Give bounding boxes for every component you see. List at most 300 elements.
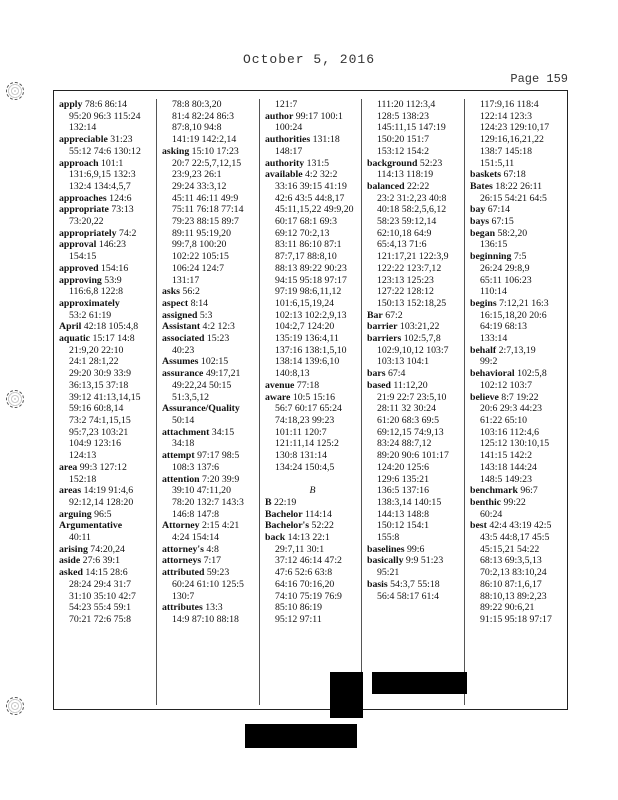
index-entry (157, 602, 260, 625)
index-continuation-line: 54:23 55:4 59:1 (69, 602, 132, 614)
index-continuation-line: 116:6,8 122:8 (69, 286, 124, 298)
index-entry (260, 380, 362, 392)
index-entry (260, 497, 362, 509)
index-entry (362, 310, 465, 322)
index-continuation-line: 40:11 (69, 532, 91, 544)
index-page-refs: 97:17 98:5 (194, 450, 240, 462)
index-page-refs: 9:9 51:23 (403, 555, 444, 567)
index-continuation-line: 61:20 68:3 69:5 (377, 414, 440, 426)
index-continuation-line: 148:5 149:23 (480, 473, 532, 485)
index-term: bay (470, 204, 486, 216)
index-continuation-line: 50:14 (172, 414, 195, 426)
index-entry (362, 579, 465, 602)
index-page-refs: 7:12,21 16:3 (496, 297, 549, 309)
index-page-refs: 52:22 (309, 520, 334, 532)
index-page-refs: 59:23 (204, 567, 230, 579)
index-continuation-line: 49:22,24 50:15 (172, 379, 232, 391)
index-term: bars (367, 368, 386, 380)
index-entry (157, 356, 260, 368)
index-page-refs: 14:13 22:1 (285, 532, 330, 544)
index-entry (54, 509, 156, 521)
index-continuation-line: 95:20 96:3 115:24 (69, 110, 141, 122)
index-page-refs: 15:10 17:23 (189, 145, 239, 157)
index-page-refs: 99:22 (501, 496, 526, 508)
index-continuation-line: 65:4,13 71:6 (377, 239, 427, 251)
index-continuation-line: 101:11 120:7 (275, 426, 327, 438)
index-entry (54, 520, 156, 543)
index-page-refs: 4:8 (203, 543, 219, 555)
index-page-refs: 7:5 (511, 251, 527, 263)
index-page-refs: 67:15 (489, 216, 514, 228)
index-term: author (265, 110, 294, 122)
index-entry (362, 380, 465, 544)
index-entry (465, 520, 568, 625)
index-term: approach (59, 157, 99, 169)
index-continuation-line: 145:11,15 147:19 (377, 122, 446, 134)
index-continuation-line: 140:8,13 (275, 368, 310, 380)
index-continuation-line: 122:14 123:3 (480, 110, 532, 122)
index-page-refs: 74:20,24 (87, 543, 125, 555)
index-continuation-line: 99:2 (480, 356, 498, 368)
index-term: appropriately (59, 227, 117, 239)
index-continuation-line: 73:20,22 (69, 216, 104, 228)
index-entry (54, 263, 156, 275)
index-entry (362, 181, 465, 310)
index-continuation-line: 135:19 136:4,11 (275, 333, 339, 345)
index-term: Attorney (162, 520, 200, 532)
index-entry (465, 298, 568, 345)
index-continuation-line: 21:9,20 22:10 (69, 344, 124, 356)
index-continuation-line: 53:2 61:19 (69, 309, 112, 321)
index-continuation-line: 129:16,16,21,22 (480, 134, 544, 146)
index-entry (465, 181, 568, 204)
index-continuation-line: 125:12 130:10,15 (480, 438, 550, 450)
index-continuation-line: 144:13 148:8 (377, 508, 429, 520)
index-continuation-line: 70:21 72:6 75:8 (69, 613, 132, 625)
index-continuation-line: 103:16 112:4,6 (480, 426, 539, 438)
index-column-4 (361, 99, 465, 705)
index-page-refs: 27:6 39:1 (80, 555, 120, 567)
index-term: April (59, 321, 82, 333)
index-entry (362, 158, 465, 181)
index-entry (157, 555, 260, 567)
index-continuation-line: 111:20 112:3,4 (377, 99, 436, 110)
index-term: attachment (162, 426, 210, 438)
index-term: bays (470, 216, 490, 228)
index-page-refs: 154:16 (98, 262, 129, 274)
index-continuation-line: 92:12,14 128:20 (69, 496, 134, 508)
index-continuation-line: 87:7,17 88:8,10 (275, 251, 337, 263)
index-page-refs: 4:2 32:2 (302, 169, 338, 181)
index-term: baselines (367, 543, 405, 555)
index-entry (260, 392, 362, 474)
index-entry (260, 111, 362, 134)
index-term: balanced (367, 180, 405, 192)
index-continuation-line: 104:2,7 124:20 (275, 321, 335, 333)
punch-hole-bottom (6, 697, 24, 715)
index-entry (260, 509, 362, 521)
index-continuation-line: 130:8 131:14 (275, 450, 327, 462)
index-continuation-line: 106:24 124:7 (172, 262, 224, 274)
index-continuation-line: 23:2 31:2,23 40:8 (377, 192, 447, 204)
index-continuation-line: 131:6,9,15 132:3 (69, 169, 136, 181)
index-continuation-line: 20:6 29:3 44:23 (480, 403, 543, 415)
index-continuation-line: 154:15 (69, 251, 97, 263)
index-page-refs: 11:12,20 (390, 379, 428, 391)
index-continuation-line: 70:2,13 83:10,24 (480, 567, 547, 579)
index-page-refs: 67:18 (501, 169, 526, 181)
index-continuation-line: 4:24 154:14 (172, 532, 220, 544)
index-term: approving (59, 274, 102, 286)
index-page-refs: 18:22 26:11 (492, 180, 543, 192)
index-continuation-line: 108:3 137:6 (172, 461, 220, 473)
index-page-refs: 67:4 (385, 368, 406, 380)
index-page-refs: 14:15 28:6 (82, 567, 128, 579)
index-term: apply (59, 99, 83, 110)
index-entry (54, 158, 156, 193)
index-continuation-line: 68:13 69:3,5,13 (480, 555, 542, 567)
index-continuation-line: 114:13 118:19 (377, 169, 434, 181)
index-entry (465, 497, 568, 520)
index-continuation-line: 101:6,15,19,24 (275, 297, 335, 309)
index-continuation-line: 83:24 88:7,12 (377, 438, 432, 450)
index-continuation-line: 34:18 (172, 438, 195, 450)
index-page-refs: 99:6 (404, 543, 425, 555)
index-continuation-line: 26:24 29:8,9 (480, 262, 530, 274)
index-entry (260, 158, 362, 170)
index-term: attorney's (162, 543, 204, 555)
index-term: aquatic (59, 333, 91, 345)
index-continuation-line: 88:10,13 89:2,23 (480, 590, 547, 602)
index-page-refs: 67:2 (382, 309, 403, 321)
index-continuation-line: 129:6 135:21 (377, 473, 429, 485)
index-entry (465, 169, 568, 181)
index-page-refs: 49:17,21 (203, 368, 241, 380)
index-continuation-line: 138:3,14 140:15 (377, 496, 442, 508)
index-entry (157, 298, 260, 310)
index-term: available (265, 169, 303, 181)
index-term: Bachelor's (265, 520, 310, 532)
index-continuation-line: 141:19 142:2,14 (172, 134, 237, 146)
index-continuation-line: 124:20 125:6 (377, 461, 429, 473)
index-continuation-line: 122:22 123:7,12 (377, 262, 442, 274)
index-page-refs: 146:23 (96, 239, 127, 251)
index-page-refs: 114:14 (302, 508, 332, 520)
punch-hole-middle (6, 390, 24, 408)
index-term: Bachelor (265, 508, 303, 520)
index-entry (465, 345, 568, 368)
index-continuation-line: 124:23 129:10,17 (480, 122, 550, 134)
index-continuation-line: 64:19 68:13 (480, 321, 528, 333)
index-term: approval (59, 239, 97, 251)
index-continuation-line: 121:7 (275, 99, 298, 110)
index-entry (157, 310, 260, 322)
index-entry (157, 403, 260, 426)
index-term: attempt (162, 450, 195, 462)
page-label: Page 159 (510, 72, 568, 86)
index-continuation-line: 137:16 138:1,5,10 (275, 344, 347, 356)
index-page-refs: 102:15 (198, 356, 229, 368)
index-continuation-line: 78:8 80:3,20 (172, 99, 222, 110)
index-continuation-line: 60:24 61:10 125:5 (172, 578, 244, 590)
index-continuation-line: 104:9 123:16 (69, 438, 121, 450)
index-term: areas (59, 485, 82, 497)
index-entry (465, 251, 568, 298)
index-continuation-line: 69:12,15 74:9,13 (377, 426, 444, 438)
index-entry (362, 544, 465, 556)
index-term: authorities (265, 134, 311, 146)
index-page-refs: 7:20 39:9 (199, 473, 240, 485)
index-column-5 (464, 99, 568, 705)
index-continuation-line: 47:6 52:6 63:8 (275, 567, 333, 579)
index-continuation-line: 94:15 95:18 97:17 (275, 274, 347, 286)
index-continuation-line: 132:14 (69, 122, 97, 134)
index-continuation-line: 136:15 (480, 239, 508, 251)
index-page-refs: 124:6 (106, 192, 132, 204)
punch-hole-top (6, 82, 24, 100)
index-term: appreciable (59, 134, 108, 146)
index-page-refs: 99:3 127:12 (77, 461, 127, 473)
index-entry (157, 450, 260, 473)
index-page-refs: 58:2,20 (495, 227, 528, 239)
index-page-refs: 52:23 (417, 157, 443, 169)
footer-redaction-block (245, 724, 357, 748)
index-term: assigned (162, 309, 198, 321)
index-continuation-line: 102:13 102:2,9,13 (275, 309, 347, 321)
index-continuation-line: 31:10 35:10 42:7 (69, 590, 136, 602)
index-continuation-line: 89:11 95:19,20 (172, 227, 231, 239)
index-entry (465, 99, 568, 169)
index-page-refs: 131:18 (310, 134, 340, 146)
index-continuation-line: 56:4 58:17 61:4 (377, 590, 440, 602)
index-term: basis (367, 578, 388, 590)
index-term: benchmark (470, 485, 518, 497)
index-page-refs: 34:15 (209, 426, 235, 438)
index-continuation-line: 138:14 139:6,10 (275, 356, 340, 368)
index-term: barriers (367, 333, 402, 345)
index-entry (157, 544, 260, 556)
index-term: behalf (470, 344, 497, 356)
index-continuation-line: 74:10 75:19 76:9 (275, 590, 342, 602)
index-page-refs: 14:19 91:4,6 (81, 485, 134, 497)
index-continuation-line: 102:22 105:15 (172, 251, 229, 263)
index-continuation-line: 127:22 128:12 (377, 286, 434, 298)
index-entry (465, 204, 568, 216)
index-continuation-line: 75:11 76:18 77:14 (172, 204, 244, 216)
index-page-refs: 56:2 (179, 286, 200, 298)
index-continuation-line: 45:11 46:11 49:9 (172, 192, 239, 204)
index-term: begins (470, 297, 497, 309)
index-entry (465, 392, 568, 486)
index-continuation-line: 37:12 46:14 47:2 (275, 555, 342, 567)
index-continuation-line: 155:8 (377, 532, 400, 544)
index-term: Assumes (162, 356, 199, 368)
index-term: Bates (470, 180, 493, 192)
index-continuation-line: 150:20 151:7 (377, 134, 429, 146)
index-page-refs: 101:1 (98, 157, 124, 169)
index-entry (54, 298, 156, 321)
word-index-table (53, 90, 568, 710)
index-continuation-line: 23:9,23 26:1 (172, 169, 222, 181)
index-continuation-line: 95:21 (377, 567, 400, 579)
index-continuation-line: 45:15,21 54:22 (480, 543, 540, 555)
index-continuation-line: 117:9,16 118:4 (480, 99, 539, 110)
index-page-refs: 103:21,22 (397, 321, 440, 333)
index-page-refs: 78:6 86:14 (82, 99, 128, 110)
index-page-refs: 13:3 (202, 602, 223, 614)
index-term: back (265, 532, 286, 544)
index-continuation-line: 60:24 (480, 508, 503, 520)
index-term: aspect (162, 297, 189, 309)
index-term: avenue (265, 379, 295, 391)
index-term: began (470, 227, 496, 239)
redaction-block (372, 672, 467, 694)
index-continuation-line: 20:7 22:5,7,12,15 (172, 157, 242, 169)
index-term: attention (162, 473, 200, 485)
index-term: attributes (162, 602, 203, 614)
index-entry (465, 485, 568, 497)
index-entry (157, 567, 260, 602)
index-term: Assurance/Quality (162, 403, 240, 415)
index-term: aside (59, 555, 81, 567)
index-continuation-line: 60:17 68:1 69:3 (275, 216, 338, 228)
index-continuation-line: 88:13 89:22 90:23 (275, 262, 347, 274)
index-continuation-line: 39:10 47:11,20 (172, 485, 231, 497)
index-continuation-line: 131:17 (172, 274, 200, 286)
index-entry (54, 99, 156, 134)
index-entry (54, 321, 156, 333)
index-continuation-line: 123:13 125:23 (377, 274, 434, 286)
index-column-1 (54, 99, 156, 705)
index-continuation-line: 133:14 (480, 333, 508, 345)
index-page-refs: 7:17 (201, 555, 222, 567)
index-entry (157, 427, 260, 450)
index-continuation-line: 89:22 90:6,21 (480, 602, 535, 614)
index-continuation-line: 124:13 (69, 450, 97, 462)
index-continuation-line: 148:17 (275, 145, 303, 157)
index-continuation-line: 58:23 59:12,14 (377, 216, 437, 228)
index-page-refs: 42:18 105:4,8 (81, 321, 139, 333)
index-entry (260, 134, 362, 157)
index-continuation-line: 28:24 29:4 31:7 (69, 578, 132, 590)
index-page-refs: 102:5,8 (514, 368, 547, 380)
index-entry (54, 239, 156, 262)
index-continuation-line: 146:8 147:8 (172, 508, 220, 520)
index-continuation-line: 61:22 65:10 (480, 414, 528, 426)
index-continuation-line: 74:18,23 99:23 (275, 414, 335, 426)
index-term: assurance (162, 368, 204, 380)
index-continuation-line: 103:13 104:1 (377, 356, 429, 368)
index-continuation-line: 43:5 44:8,17 45:5 (480, 532, 550, 544)
index-term: Argumentative (59, 520, 123, 532)
index-term: Assistant (162, 321, 201, 333)
index-entry (260, 520, 362, 532)
index-term: Bar (367, 309, 383, 321)
index-page-refs: 67:14 (485, 204, 511, 216)
index-entry (157, 146, 260, 286)
index-term: best (470, 520, 487, 532)
index-continuation-line: 86:10 87:1,6,17 (480, 578, 542, 590)
index-continuation-line: 102:9,10,12 103:7 (377, 344, 449, 356)
index-entry (362, 368, 465, 380)
index-continuation-line: 64:16 70:16,20 (275, 578, 335, 590)
index-entry (157, 520, 260, 543)
index-term: benthic (470, 496, 502, 508)
index-page-refs: 99:17 100:1 (293, 110, 343, 122)
index-term: believe (470, 391, 499, 403)
index-entry (157, 99, 260, 146)
index-page-refs: 73:13 (108, 204, 134, 216)
index-term: attorneys (162, 555, 202, 567)
index-continuation-line: 87:8,10 94:8 (172, 122, 222, 134)
index-continuation-line: 130:7 (172, 590, 195, 602)
index-page-refs: 74:2 (116, 227, 137, 239)
index-term: based (367, 379, 391, 391)
index-page-refs: 15:23 (204, 333, 230, 345)
index-term: asking (162, 145, 190, 157)
index-continuation-line: 151:5,11 (480, 157, 515, 169)
index-continuation-line: 73:2 74:1,15,15 (69, 414, 131, 426)
index-entry (54, 134, 156, 157)
index-continuation-line: 121:11,14 125:2 (275, 438, 339, 450)
index-page-refs: 4:2 12:3 (200, 321, 235, 333)
index-page-refs: 8:7 19:22 (498, 391, 539, 403)
index-entry (260, 474, 362, 486)
index-term: appropriate (59, 204, 109, 216)
index-term: aware (265, 391, 291, 403)
index-continuation-line: 51:3,5,12 (172, 391, 210, 403)
index-continuation-line: 40:23 (172, 344, 195, 356)
index-entry (157, 368, 260, 403)
index-continuation-line: 152:18 (69, 473, 97, 485)
index-entry (157, 333, 260, 356)
index-continuation-line: 28:11 32 30:24 (377, 403, 436, 415)
index-entry (54, 228, 156, 240)
index-continuation-line: 99:7,8 100:20 (172, 239, 227, 251)
index-continuation-line: 128:5 138:23 (377, 110, 429, 122)
index-term: attributed (162, 567, 205, 579)
index-entry (362, 99, 465, 158)
index-entry (54, 204, 156, 227)
index-continuation-line: 150:13 152:18,25 (377, 297, 447, 309)
index-continuation-line: 33:16 39:15 41:19 (275, 180, 347, 192)
index-page-refs: 96:7 (517, 485, 538, 497)
index-continuation-line: 100:24 (275, 122, 303, 134)
index-page-refs: 8:14 (188, 297, 208, 309)
index-continuation-line: 14:9 87:10 88:18 (172, 613, 239, 625)
index-entry (157, 321, 260, 333)
index-page-refs: 2:7,13,19 (496, 344, 536, 356)
index-term: arising (59, 543, 88, 555)
index-entry (54, 333, 156, 462)
index-continuation-line: 102:12 103:7 (480, 379, 532, 391)
index-continuation-line: 110:14 (480, 286, 507, 298)
index-continuation-line: 138:7 145:18 (480, 145, 532, 157)
index-entry (362, 321, 465, 333)
index-continuation-line: 24:1 28:1,22 (69, 356, 119, 368)
index-continuation-line: 141:15 142:2 (480, 450, 532, 462)
index-continuation-line: 69:12 70:2,13 (275, 227, 330, 239)
index-term: approved (59, 262, 99, 274)
index-entry (362, 333, 465, 368)
index-term: asks (162, 286, 180, 298)
index-term: background (367, 157, 418, 169)
index-entry (465, 216, 568, 228)
index-continuation-line: 29:20 30:9 33:9 (69, 368, 132, 380)
index-term: asked (59, 567, 83, 579)
index-continuation-line: 81:4 82:24 86:3 (172, 110, 235, 122)
index-continuation-line: 134:24 150:4,5 (275, 461, 335, 473)
